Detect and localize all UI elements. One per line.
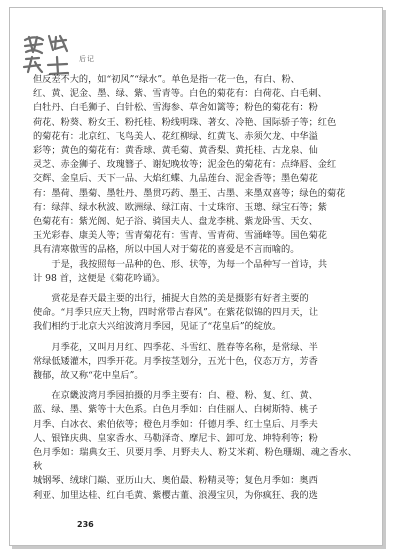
text-line: 使命。“月季只应天上物，四时常带占春风”。在紫花似锦的四月天，让 bbox=[33, 307, 319, 319]
paragraph-3 bbox=[33, 341, 357, 384]
text-line: 蓝、绿、墨、紫等十大色系。白色月季如：白佳丽人、白树斯特、桃子 bbox=[33, 404, 318, 416]
text-line: 具有清寒傲雪的品格，所以中国人对于菊花的喜爱是不言而喻的。 bbox=[33, 244, 300, 256]
book-logo bbox=[20, 31, 72, 77]
text-line: 彩等；黄色的菊花有：黄香球、黄毛菊、黄香梨、黄托桂、古龙泉、仙 bbox=[33, 145, 318, 157]
text-line: 于是，我按照每一品种的色、形、状等，为每一个品种写一首诗，共 bbox=[51, 258, 328, 270]
text-line: 红、黄、泥金、墨、绿、紫、雪青等。白色的菊花有：白荷花、白毛刺、 bbox=[33, 88, 327, 100]
text-line: 的菊花有：北京红、飞鸟美人、花红柳绿、红黄飞、赤须欠龙、中华溢 bbox=[33, 130, 318, 142]
text-line: 在京畿波湾月季园拍摄的月季主要有：白、橙、粉、复、红、黄、 bbox=[51, 390, 318, 402]
text-line: 色菊花有：紫光阁、妃子浴、骑国夫人、盘龙李桃、紫龙卧雪、天女、 bbox=[33, 216, 318, 228]
text-line: 赏花是春天最主要的出行，捕捉大自然的美是摄影有好者主要的 bbox=[51, 293, 309, 305]
text-line: 人、银锋庆典、皇家香水、马勒泽奇、摩尼卡、卸可龙、坤特利等；粉 bbox=[33, 432, 318, 444]
body-text bbox=[33, 73, 357, 503]
text-line: 常绿低矮灌木，四季开花。月季按茎划分，五光十色，仪态万方，芳香 bbox=[33, 355, 318, 367]
text-line: 计 98 首，这便是《菊花吟诵》。 bbox=[33, 272, 166, 284]
text-line: 色月季如：瑞典女王、贝要月季、月野夫人、粉艾米莉、粉色珊瑚、魂之香水、秋 bbox=[33, 447, 357, 473]
text-line: 荷花、粉葵、粉女王、粉托桂、粉线明珠、著女、冷艳、国际骄子等；红色 bbox=[33, 116, 337, 128]
text-line: 月季、白冰衣、索伯依等；橙色月季如：仟德月季、红士皇后、月季夫 bbox=[33, 418, 318, 430]
paragraph-2 bbox=[33, 292, 357, 335]
text-line: 城钢琴、绒球门巅、亚历山大、奥伯最、粉精灵等；复色月季如：奥西 bbox=[33, 475, 318, 487]
text-line: 玉光彩春、康美人等；雪青菊花有：雪青、雪青荷、雪涌峰等。国色菊花 bbox=[33, 230, 327, 242]
text-line: 馥郁，故又称“花中皇后”。 bbox=[33, 370, 144, 382]
paragraph-4 bbox=[33, 389, 357, 503]
text-line: 灵芝、赤金狮子、玫瑰簪子、谢妃晚妆等；泥金色的菊花有：点绛唇、金红 bbox=[33, 159, 337, 171]
text-line: 白牡丹、白毛狮子、白针松、雪海参、草舍如篱等；粉色的菊花有：粉 bbox=[33, 102, 318, 114]
text-line: 交辉、金皇后、天下一品、大焰红蝶、九品莲台、泥金香等；墨色菊花 bbox=[33, 173, 318, 185]
text-line: 利亚、加里达桂、红白毛黄、紫樱古董、浪漫宝贝，为你疯狂、我的选 bbox=[33, 489, 318, 501]
running-header: 后记 bbox=[79, 55, 95, 63]
text-line: 有：绿萍、绿水秋波、欧洲绿、绿江南、十丈珠帘、玉璁、绿宝石等；紫 bbox=[33, 201, 327, 213]
text-line: 月季花，又叫月月红、四季花、斗雪红、胜春等名称，是常绿、半 bbox=[51, 341, 318, 353]
text-line: 我们相约于北京大兴绾波湾月季园，见证了“花皇后”的绽放。 bbox=[33, 321, 282, 333]
text-line: 有：墨荷、墨菊、墨牡丹、墨贯巧药、墨王、古墨、来墨双喜等；绿色的菊花 bbox=[33, 187, 346, 199]
text-line: 但反差不大的，如“初风”“绿水”。单色是指一花一色，有白、粉、 bbox=[33, 74, 300, 85]
paragraph-1 bbox=[33, 73, 357, 286]
page-number: 236 bbox=[77, 520, 94, 529]
